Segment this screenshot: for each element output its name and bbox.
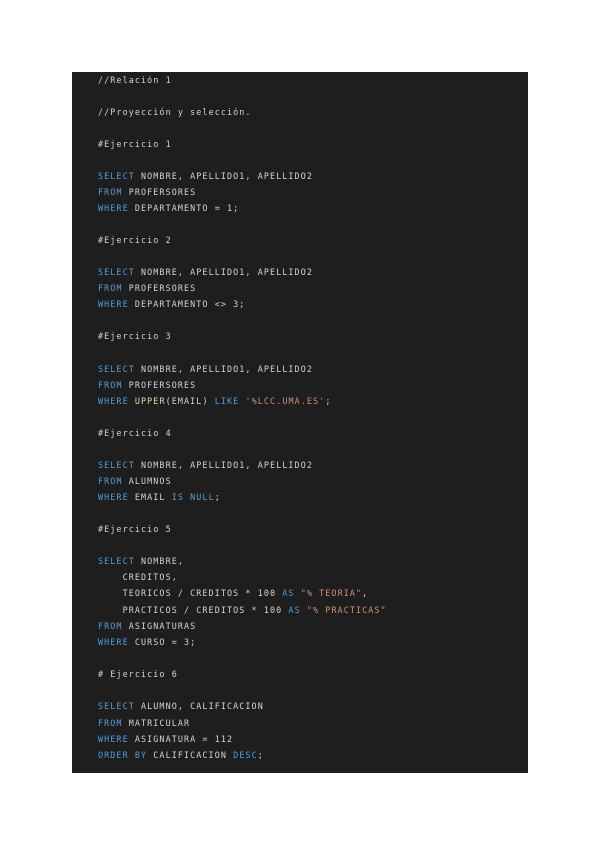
code-line	[98, 570, 178, 584]
code-line	[98, 233, 172, 247]
code-token-comment: #Ejercicio 2	[98, 235, 172, 245]
code-line	[98, 732, 233, 746]
code-token-kw: LIKE	[214, 396, 240, 406]
code-token-kw: FROM	[98, 718, 123, 728]
code-token-plain: ALUMNO, CALIFICACION	[134, 701, 264, 711]
code-token-plain: DEPARTAMENTO <> 3;	[128, 299, 246, 309]
code-token-kw: SELECT	[98, 701, 135, 711]
code-token-kw: AS	[282, 588, 295, 598]
code-line	[98, 667, 178, 681]
code-token-plain: CREDITOS,	[98, 572, 178, 582]
code-token-kw: WHERE	[98, 734, 129, 744]
code-line	[98, 619, 196, 633]
code-token-kw: DESC	[233, 750, 258, 760]
code-token-kw: IS NULL	[171, 492, 215, 502]
code-line	[98, 73, 172, 87]
code-token-plain: NOMBRE, APELLIDO1, APELLIDO2	[134, 364, 313, 374]
code-token-plain: PROFERSORES	[122, 187, 197, 197]
code-token-comment: #Ejercicio 3	[98, 331, 172, 341]
code-token-plain: ,	[362, 588, 369, 598]
code-token-plain: ASIGNATURA = 112	[128, 734, 234, 744]
code-token-plain: ASIGNATURAS	[122, 621, 197, 631]
code-line	[98, 362, 313, 376]
code-line	[98, 635, 196, 649]
code-line	[98, 522, 172, 536]
code-line	[98, 378, 196, 392]
code-token-plain: ALUMNOS	[122, 476, 172, 486]
code-token-plain: NOMBRE, APELLIDO1, APELLIDO2	[134, 460, 313, 470]
code-token-kw: SELECT	[98, 171, 135, 181]
code-token-kw: WHERE	[98, 492, 129, 502]
code-token-kw: FROM	[98, 380, 123, 390]
code-line	[98, 105, 252, 119]
code-token-plain: NOMBRE, APELLIDO1, APELLIDO2	[134, 171, 313, 181]
code-line	[98, 394, 331, 408]
code-line	[98, 586, 368, 600]
code-token-plain: CALIFICACION	[147, 750, 234, 760]
code-token-kw: SELECT	[98, 556, 135, 566]
code-token-str: "% PRACTICAS"	[306, 605, 387, 615]
code-token-comment: #Ejercicio 4	[98, 428, 172, 438]
code-token-kw: WHERE	[98, 299, 129, 309]
code-token-fn: UPPER	[134, 396, 166, 406]
code-token-kw: FROM	[98, 621, 123, 631]
code-line	[98, 716, 190, 730]
code-line	[98, 490, 221, 504]
code-token-plain: ;	[325, 396, 332, 406]
code-line	[98, 748, 264, 762]
code-line	[98, 603, 387, 617]
code-line	[98, 169, 313, 183]
code-token-plain: NOMBRE, APELLIDO1, APELLIDO2	[134, 267, 313, 277]
code-token-comment: #Ejercicio 1	[98, 139, 172, 149]
code-token-plain: EMAIL	[128, 492, 172, 502]
code-line	[98, 699, 264, 713]
code-line	[98, 297, 245, 311]
code-token-str: '%LCC.UMA.ES'	[245, 396, 326, 406]
code-token-kw: WHERE	[98, 396, 129, 406]
code-line	[98, 426, 172, 440]
code-line	[98, 201, 239, 215]
code-token-str: "% TEORIA"	[300, 588, 363, 598]
code-token-kw: FROM	[98, 476, 123, 486]
code-token-plain: PRACTICOS / CREDITOS * 100	[98, 605, 289, 615]
code-token-plain: (EMAIL)	[165, 396, 215, 406]
code-token-plain: ;	[214, 492, 221, 502]
code-token-kw: FROM	[98, 187, 123, 197]
code-token-plain: PROFERSORES	[122, 283, 197, 293]
code-token-plain: PROFERSORES	[122, 380, 197, 390]
code-token-plain: DEPARTAMENTO = 1;	[128, 203, 240, 213]
code-line	[98, 281, 196, 295]
code-token-kw: WHERE	[98, 637, 129, 647]
code-line	[98, 474, 172, 488]
code-token-comment: #Ejercicio 5	[98, 524, 172, 534]
code-token-plain: CURSO = 3;	[128, 637, 197, 647]
code-token-kw: SELECT	[98, 364, 135, 374]
code-token-plain: NOMBRE,	[134, 556, 184, 566]
code-line	[98, 458, 313, 472]
code-token-comment: # Ejercicio 6	[98, 669, 178, 679]
code-token-plain: ;	[257, 750, 264, 760]
code-token-kw: SELECT	[98, 460, 135, 470]
code-token-kw: SELECT	[98, 267, 135, 277]
code-token-comment: //Proyección y selección.	[98, 107, 252, 117]
code-token-kw: ORDER BY	[98, 750, 148, 760]
code-token-plain: MATRICULAR	[122, 718, 191, 728]
code-line	[98, 554, 184, 568]
code-token-kw: AS	[288, 605, 301, 615]
code-token-plain: TEORICOS / CREDITOS * 100	[98, 588, 283, 598]
code-token-kw: FROM	[98, 283, 123, 293]
code-line	[98, 265, 313, 279]
code-editor-panel	[72, 72, 528, 773]
code-token-kw: WHERE	[98, 203, 129, 213]
code-line	[98, 185, 196, 199]
code-token-comment: //Relación 1	[98, 75, 172, 85]
code-line	[98, 137, 172, 151]
code-line	[98, 329, 172, 343]
